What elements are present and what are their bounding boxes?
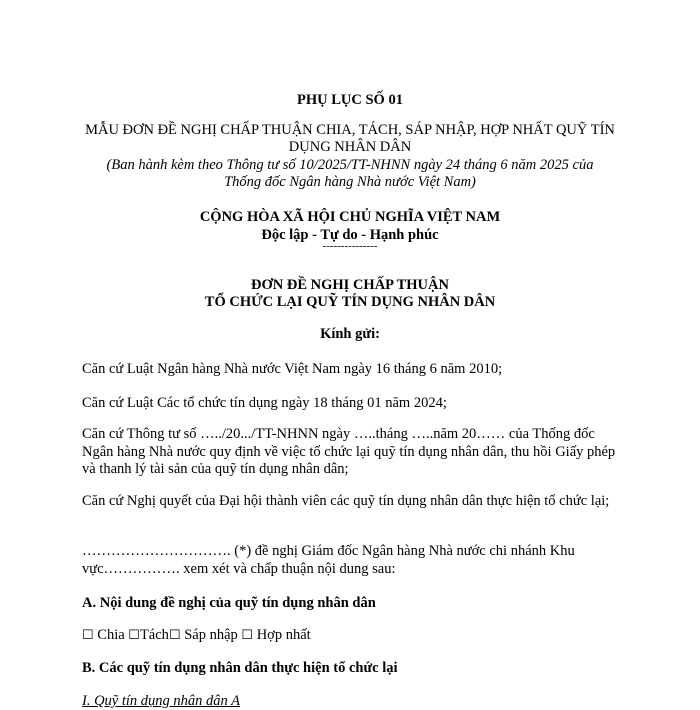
legal-basis-1: Căn cứ Luật Ngân hàng Nhà nước Việt Nam ngày 16 tháng 6 năm 2010; (82, 361, 503, 377)
option-checkboxes (82, 626, 622, 644)
option-label-tach: Tách (139, 627, 169, 643)
form-title: MẪU ĐƠN ĐỀ NGHỊ CHẤP THUẬN CHIA, TÁCH, SÁP NHẬP, HỢP NHẤT QUỸ TÍN DỤNG NHÂN DÂN (85, 122, 615, 155)
checkbox-tach[interactable]: ☐ (128, 627, 140, 642)
salutation: Kính gửi: (320, 326, 380, 342)
motto-divider: --------------- (322, 240, 378, 252)
section-b-heading: B. Các quỹ tín dụng nhân dân thực hiện tổ chức lại (82, 660, 398, 676)
document-title-line-2: TỔ CHỨC LẠI QUỸ TÍN DỤNG NHÂN DÂN (204, 294, 496, 310)
document-title-line-1: ĐƠN ĐỀ NGHỊ CHẤP THUẬN (251, 277, 449, 293)
appendix-title: PHỤ LỤC SỐ 01 (297, 92, 403, 108)
legal-basis-2: Căn cứ Luật Các tổ chức tín dụng ngày 18 tháng 01 năm 2024; (82, 395, 447, 411)
legal-basis-3: Căn cứ Thông tư số …../20.../TT-NHNN ngày …..tháng …..năm 20…… của Thống đốc Ngân hàng Nhà nước quy định về việc tổ chức lại quỹ tín dụng nhân dân, thu hồi Giấy phép và thanh lý tài sản của quỹ tín dụng nhân dân; (82, 426, 616, 477)
checkbox-hop-nhat[interactable]: ☐ (241, 627, 254, 642)
option-label-hop-nhat: Hợp nhất (256, 627, 311, 643)
subsection-1-heading: I. Quỹ tín dụng nhân dân A (82, 693, 241, 709)
checkbox-sap-nhap[interactable]: ☐ (168, 627, 181, 642)
section-a-heading: A. Nội dung đề nghị của quỹ tín dụng nhân dân (82, 595, 376, 611)
option-label-sap-nhap: Sáp nhập (184, 627, 238, 643)
legal-basis-4: Căn cứ Nghị quyết của Đại hội thành viên các quỹ tín dụng nhân dân thực hiện tổ chức lại; (82, 493, 610, 509)
option-label-chia: Chia (97, 627, 125, 643)
request-paragraph: …………………………. (*) đề nghị Giám đốc Ngân hàng Nhà nước chi nhánh Khu vực……………. xem xét và chấp thuận nội dung sau: (82, 543, 575, 577)
national-title: CỘNG HÒA XÃ HỘI CHỦ NGHĨA VIỆT NAM (199, 209, 501, 225)
checkbox-chia[interactable]: ☐ (82, 627, 94, 642)
national-motto: Độc lập - Tự do - Hạnh phúc (261, 227, 439, 243)
issued-by-note: (Ban hành kèm theo Thông tư số 10/2025/TT-NHNN ngày 24 tháng 6 năm 2025 của Thống đốc Ngân hàng Nhà nước Việt Nam) (106, 157, 594, 190)
